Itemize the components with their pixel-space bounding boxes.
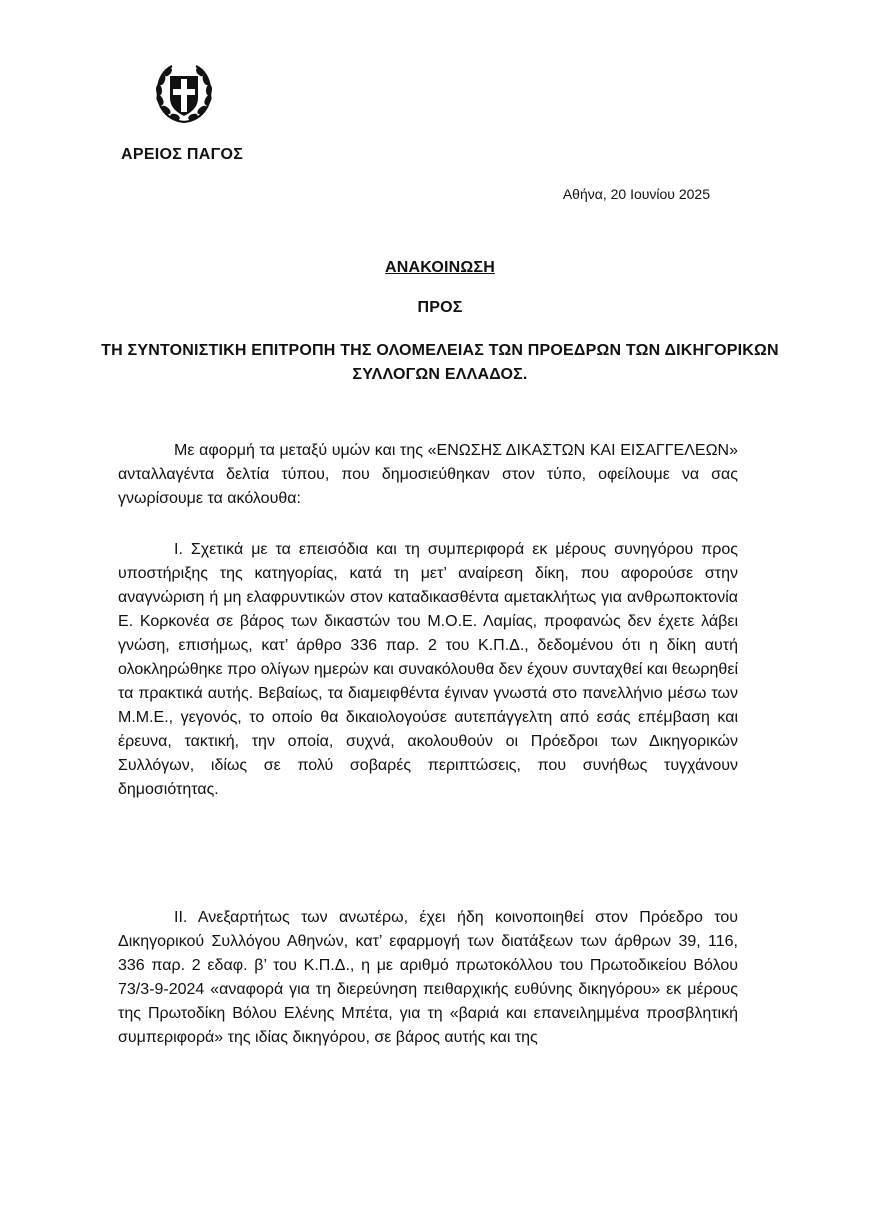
coat-of-arms-svg [150,60,218,128]
greek-coat-of-arms-icon [150,60,218,128]
body-paragraph-intro: Με αφορμή τα μεταξύ υμών και της «ΕΝΩΣΗΣ ΔΙΚΑΣΤΩΝ ΚΑΙ ΕΙΣΑΓΓΕΛΕΩΝ» ανταλλαγέντα δελτία τύπου, που δημοσιεύθηκαν στον τύπο, οφείλουμε να σας γνωρίσουμε τα ακόλουθα: [118,442,738,507]
organization-name: ΑΡΕΙΟΣ ΠΑΓΟΣ [121,146,244,163]
to-label: ΠΡΟΣ [417,299,463,316]
document-date: Αθήνα, 20 Ιουνίου 2025 [562,186,710,202]
announcement-title: ΑΝΑΚΟΙΝΩΣΗ [385,259,495,276]
body-paragraph-section-2: ΙΙ. Ανεξαρτήτως των ανωτέρω, έχει ήδη κοινοποιηθεί στον Πρόεδρο του Δικηγορικού Συλλόγου Αθηνών, κατ’ εφαρμογή των διατάξεων των άρθρων 39, 116, 336 παρ. 2 εδαφ. β’ του Κ.Π.Δ., η με αριθμό πρωτοκόλλου του Πρωτοδικείου Βόλου 73/3-9-2024 «αναφορά για τη διερεύνηση πειθαρχικής ευθύνης δικηγόρου» εκ μέρους της Πρωτοδίκη Βόλου Ελένης Μπέτα, για τη «βαριά και επανειλημμένα προσβλητική συμπεριφορά» της ιδίας δικηγόρου, σε βάρος αυτής και της [118,909,738,1046]
recipient-heading: ΤΗ ΣΥΝΤΟΝΙΣΤΙΚΗ ΕΠΙΤΡΟΠΗ ΤΗΣ ΟΛΟΜΕΛΕΙΑΣ ΤΩΝ ΠΡΟΕΔΡΩΝ ΤΩΝ ΔΙΚΗΓΟΡΙΚΩΝ ΣΥΛΛΟΓΩΝ ΕΛΛΑΔΟΣ. [101,342,779,383]
body-paragraph-section-1: Ι. Σχετικά με τα επεισόδια και τη συμπεριφορά εκ μέρους συνηγόρου προς υποστήριξης της κατηγορίας, κατά τη μετ’ αναίρεση δίκη, που αφορούσε στην αναγνώριση ή μη ελαφρυντικών στον καταδικασθέντα αμετακλήτως για ανθρωποκτονία Ε. Κορκονέα σε βάρος των δικαστών του Μ.Ο.Ε. Λαμίας, προφανώς δεν έχετε λάβει γνώση, επισήμως, κατ’ άρθρο 336 παρ. 2 του Κ.Π.Δ., δεδομένου ότι η δίκη αυτή ολοκληρώθηκε προ ολίγων ημερών και συνακόλουθα δεν έχουν συνταχθεί και θεωρηθεί τα πρακτικά αυτής. Βεβαίως, τα διαμειφθέντα έγιναν γνωστά στο πανελλήνιο μέσω των Μ.Μ.Ε., γεγονός, το οποίο θα δικαιολογούσε αυτεπάγγελτη από εσάς επέμβαση και έρευνα, τακτική, την οποία, συχνά, ακολουθούν οι Πρόεδροι των Δικηγορικών Συλλόγων, ιδίως σε πολύ σοβαρές περιπτώσεις, που συνήθως τυγχάνουν δημοσιότητας. [118,541,738,798]
